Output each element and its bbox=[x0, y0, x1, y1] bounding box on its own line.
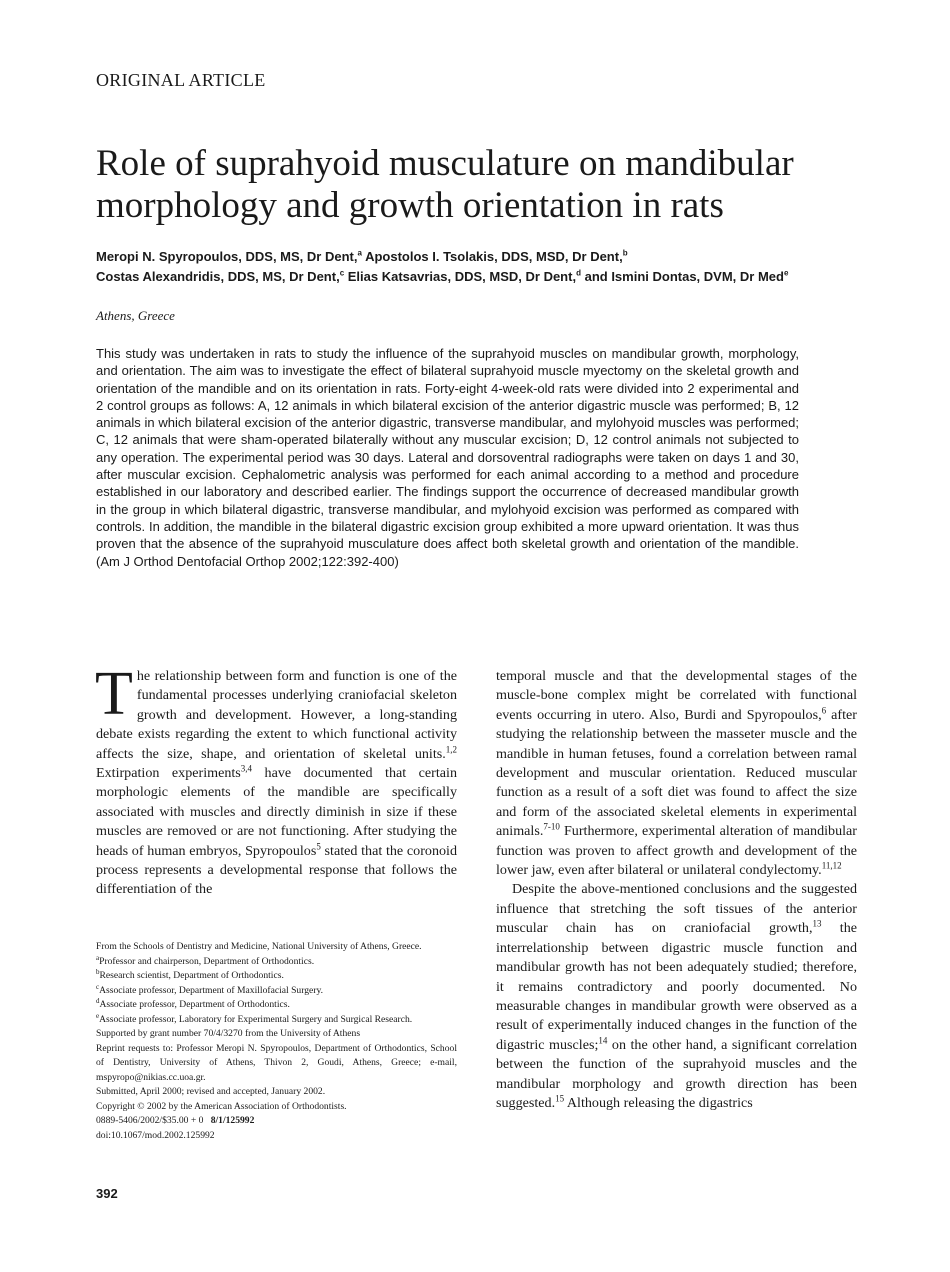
body-text: Extirpation experiments bbox=[96, 765, 241, 782]
author-name: Meropi N. Spyropoulos, DDS, MS, Dr Dent, bbox=[96, 249, 358, 264]
footnote-mark: b bbox=[96, 967, 100, 976]
body-column-right bbox=[496, 667, 857, 1113]
footnote-text: Associate professor, Department of Maxillofacial Surgery. bbox=[99, 984, 324, 996]
footnote-author-a bbox=[96, 955, 457, 970]
footnote-author-b bbox=[96, 969, 457, 984]
body-text: on the other hand, a significant correlation between the function of the suprahyoid muscles and the mandibular morphology and growth direction has been suggested. bbox=[496, 1036, 857, 1111]
footnote-copyright: Copyright © 2002 by the American Association of Orthodontists. bbox=[96, 1100, 347, 1112]
author-list bbox=[96, 247, 856, 287]
author-affiliation-mark: d bbox=[576, 268, 581, 278]
author-affiliation-mark: a bbox=[357, 248, 362, 258]
author-name: Costas Alexandridis, DDS, MS, Dr Dent, bbox=[96, 269, 340, 284]
citation-ref: 13 bbox=[812, 918, 822, 929]
citation-ref: 3,4 bbox=[240, 763, 253, 774]
footnote-text: Professor and chairperson, Department of Orthodontics. bbox=[99, 955, 315, 967]
footnote-submitted: Submitted, April 2000; revised and accepted, January 2002. bbox=[96, 1086, 326, 1097]
author-affiliation-mark: e bbox=[783, 268, 789, 278]
author-name: and Ismini Dontas, DVM, Dr Med bbox=[584, 269, 784, 284]
section-label: ORIGINAL ARTICLE bbox=[96, 70, 266, 90]
citation-ref: 5 bbox=[316, 840, 321, 851]
abstract: This study was undertaken in rats to study the influence of the suprahyoid muscles on mandibular growth, morphology, and orientation. The aim was to investigate the effect of bilateral suprahyoid muscle myectomy on the skeletal growth and orientation of the mandible and on its orientation in rats. Forty-eight 4-week-old rats were divided into 2 experimental and 2 control groups as follows: A, 12 animals in which bilateral excision of the anterior digastric muscle was performed; B, 12 animals in which bilateral excision of the anterior digastric, transverse mandibular, and mylohyoid muscles was performed; C, 12 animals that were sham-operated bilaterally without any muscular excision; D, 12 control animals not subjected to any operation. The experimental period was 30 days. Lateral and dorsoventral radiographs were taken on days 1 and 30, after muscular excision. Cephalometric analysis was performed for each animal according to a method and procedure established in our laboratory and described earlier. The findings support the occurrence of decreased mandibular growth in the group in which bilateral digastric, transverse mandibular, and mylohyoid excision was performed as compared with controls. In addition, the mandible in the bilateral digastric excision group exhibited a more upward orientation. It was thus proven that the absence of the suprahyoid musculature does affect both skeletal growth and orientation of the mandible. (Am J Orthod Dentofacial Orthop 2002;122:392-400) bbox=[96, 346, 799, 569]
footnote-doi: doi:10.1067/mod.2002.125992 bbox=[96, 1129, 215, 1141]
body-paragraph bbox=[95, 660, 457, 900]
footnotes bbox=[96, 940, 457, 1143]
body-text: Despite the above-mentioned conclusions and the suggested influence that stretching the soft tissues of the anterior muscular chain has on craniofacial growth, bbox=[496, 881, 857, 937]
footnote-text: Associate professor, Department of Orthodontics. bbox=[99, 999, 290, 1010]
body-column-left bbox=[95, 660, 457, 900]
citation-ref: 15 bbox=[555, 1093, 565, 1104]
citation-ref: 6 bbox=[821, 705, 827, 716]
footnote-author-c bbox=[96, 984, 457, 999]
footnote-issn bbox=[96, 1114, 457, 1129]
issn-text: 0889-5406/2002/$35.00 + 0 bbox=[96, 1115, 204, 1126]
citation-ref: 11,12 bbox=[821, 860, 842, 871]
author-affiliation-mark: c bbox=[339, 268, 345, 278]
footnote-text: Research scientist, Department of Orthodontics. bbox=[99, 970, 284, 981]
body-text: have documented that certain morphologic elements of the mandible are specifically associated with muscles and directly diminish in size if these muscles are removed or are not functioning. After studying the heads of human embryos, Spyropoulos bbox=[96, 765, 457, 859]
footnote-affiliation: From the Schools of Dentistry and Medicine, National University of Athens, Greece. bbox=[96, 941, 422, 952]
footnote-mark: d bbox=[96, 996, 100, 1005]
citation-ref: 14 bbox=[598, 1035, 608, 1046]
body-text: after studying the relationship between the masseter muscle and the mandible in human fetuses, found a correlation between ramal development and muscular orientation. Reduced muscular function as a result of a soft diet was found to affect the size and form of the associated skeletal elements in experimental animals. bbox=[496, 706, 857, 840]
footnote-mark: a bbox=[96, 953, 100, 962]
author-location: Athens, Greece bbox=[96, 308, 175, 323]
citation-ref: 7-10 bbox=[543, 821, 560, 832]
citation-ref: 1,2 bbox=[445, 743, 457, 754]
author-name: Apostolos I. Tsolakis, DDS, MSD, Dr Dent, bbox=[365, 249, 623, 264]
body-paragraph bbox=[496, 667, 857, 880]
author-name: Elias Katsavrias, DDS, MSD, Dr Dent, bbox=[347, 269, 577, 284]
body-paragraph bbox=[496, 880, 857, 1113]
body-text: Furthermore, experimental alteration of mandibular function was proven to affect growth and development of the lower jaw, even after bilateral or unilateral condylectomy. bbox=[496, 823, 857, 879]
footnote-author-e bbox=[96, 1013, 457, 1028]
issn-code: 8/1/125992 bbox=[210, 1115, 255, 1126]
body-text: he relationship between form and function is one of the fundamental processes underlying craniofacial skeleton growth and development. However, a long-standing debate exists regarding the extent to which functional activity affects the size, shape, and orientation of skeletal units. bbox=[96, 668, 457, 762]
page-number: 392 bbox=[96, 1186, 118, 1201]
footnote-support: Supported by grant number 70/4/3270 from the University of Athens bbox=[96, 1028, 361, 1039]
drop-cap: T bbox=[95, 660, 133, 728]
footnote-reprint: Reprint requests to: Professor Meropi N. Spyropoulos, Department of Orthodontics, School of Dentistry, University of Athens, Thivon 2, Goudi, Athens, Greece; e-mail, mspyropo@nikias.cc.uoa.gr. bbox=[96, 1042, 457, 1083]
body-text: the interrelationship between digastric muscle function and mandibular growth has not been adequately studied; therefore, it remains contradictory and poorly documented. No measurable changes in mandibular growth were observed as a result of experimentally induced changes in the function of the digastric muscles; bbox=[496, 920, 857, 1053]
body-text: Although releasing the digastrics bbox=[564, 1094, 753, 1111]
footnote-author-d bbox=[96, 998, 457, 1013]
article-title: Role of suprahyoid musculature on mandibular morphology and growth orientation in rats bbox=[96, 143, 794, 226]
body-text: temporal muscle and that the developmental stages of the muscle-bone complex might be correlated with functional events occurring in utero. Also, Burdi and Spyropoulos, bbox=[496, 668, 857, 723]
body-text: stated that the coronoid process represents a developmental response that follows the differentiation of the bbox=[96, 842, 457, 898]
footnote-mark: e bbox=[96, 1011, 100, 1020]
footnote-mark: c bbox=[96, 982, 100, 991]
footnote-text: Associate professor, Laboratory for Experimental Surgery and Surgical Research. bbox=[99, 1013, 413, 1025]
author-affiliation-mark: b bbox=[622, 248, 628, 258]
